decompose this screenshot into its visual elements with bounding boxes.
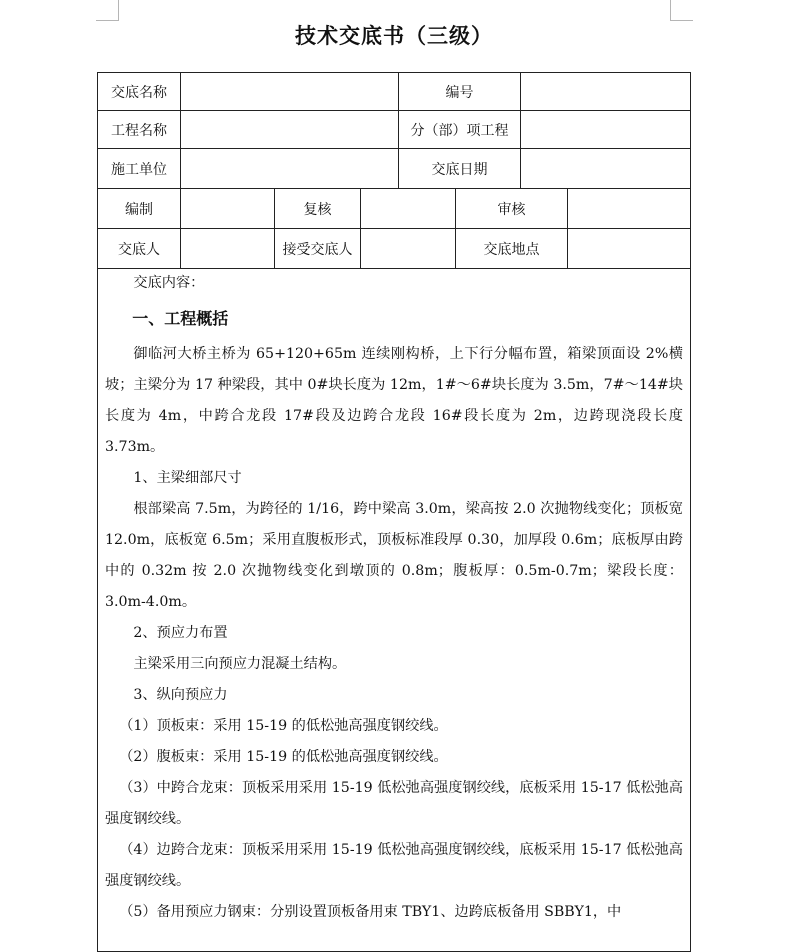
page-corner-mark-left — [96, 0, 119, 21]
value-recipient[interactable] — [361, 229, 456, 269]
disclosure-form — [97, 72, 691, 952]
label-discloser: 交底人 — [98, 229, 181, 269]
label-disclosure-date: 交底日期 — [399, 149, 521, 189]
disclosure-content — [98, 269, 690, 928]
label-approved-by: 审核 — [456, 189, 568, 229]
value-project-name[interactable] — [181, 111, 399, 149]
value-reviewed-by[interactable] — [361, 189, 456, 229]
item-web-tendon: （2）腹板束：采用 15-19 的低松弛高强度钢绞线。 — [119, 749, 448, 765]
label-disclosure-name: 交底名称 — [98, 73, 181, 111]
value-sub-project[interactable] — [521, 111, 690, 149]
value-disclosure-name[interactable] — [181, 73, 399, 111]
item-top-slab-tendon: （1）顶板束：采用 15-19 的低松弛高强度钢绞线。 — [119, 718, 448, 734]
page-corner-mark-right — [670, 0, 693, 21]
subheading-girder-dimensions: 1、主梁细部尺寸 — [133, 470, 242, 486]
subheading-longitudinal-prestress: 3、纵向预应力 — [133, 687, 228, 703]
value-construction-unit[interactable] — [181, 149, 399, 189]
content-label: 交底内容： — [133, 275, 205, 291]
value-disclosure-date[interactable] — [521, 149, 690, 189]
paragraph-prestress-layout: 主梁采用三向预应力混凝土结构。 — [133, 656, 347, 672]
value-discloser[interactable] — [181, 229, 275, 269]
item-side-span-closure-tendon: （4）边跨合龙束：顶板采用采用 15-19 低松弛高强度钢绞线，底板采用 15-17 低松弛高 强度钢绞线。 — [105, 842, 683, 889]
section-heading-overview: 一、工程概括 — [132, 309, 229, 328]
label-construction-unit: 施工单位 — [98, 149, 181, 189]
value-number[interactable] — [521, 73, 690, 111]
label-recipient: 接受交底人 — [275, 229, 361, 269]
label-sub-project: 分（部）项工程 — [399, 111, 521, 149]
document-title: 技术交底书（三级） — [295, 24, 493, 48]
label-number: 编号 — [399, 73, 521, 111]
paragraph-overview: 御临河大桥主桥为 65+120+65m 连续刚构桥，上下行分幅布置，箱梁顶面设 2%横坡；主梁分为 17 种梁段，其中 0#块长度为 12m，1#～6#块长度为 3.5m，7#～14#块长度为 4m，中跨合龙段 17#段及边跨合龙段 16#段长度为 2m，边跨现浇段长度 3.73m。 — [105, 346, 683, 455]
subheading-prestress-layout: 2、预应力布置 — [133, 625, 228, 641]
label-compiled-by: 编制 — [98, 189, 181, 229]
item-spare-prestress-tendon: （5）备用预应力钢束：分别设置顶板备用束 TBY1、边跨底板备用 SBBY1，中 — [119, 904, 622, 920]
value-disclosure-location[interactable] — [568, 229, 690, 269]
label-project-name: 工程名称 — [98, 111, 181, 149]
item-mid-span-closure-tendon: （3）中跨合龙束：顶板采用采用 15-19 低松弛高强度钢绞线，底板采用 15-17 低松弛高强度钢绞线。 — [105, 780, 683, 827]
value-approved-by[interactable] — [568, 189, 690, 229]
label-reviewed-by: 复核 — [275, 189, 361, 229]
paragraph-girder-dimensions: 根部梁高 7.5m，为跨径的 1/16，跨中梁高 3.0m，梁高按 2.0 次抛物线变化；顶板宽 12.0m，底板宽 6.5m；采用直腹板形式，顶板标准段厚 0.30，加厚段 0.6m；底板厚由跨中的 0.32m 按 2.0 次抛物线变化到墩顶的 0.8m；腹板厚：0.5m-0.7m；梁段长度：3.0m-4.0m。 — [105, 501, 683, 610]
label-disclosure-location: 交底地点 — [456, 229, 568, 269]
value-compiled-by[interactable] — [181, 189, 275, 229]
